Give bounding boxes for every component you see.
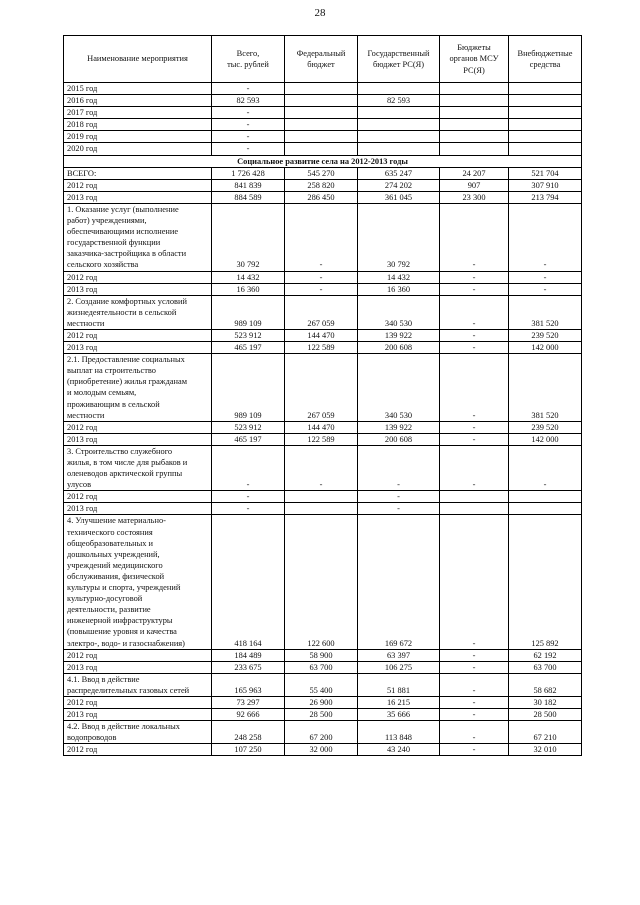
cell-state: 16 360 xyxy=(358,283,440,295)
cell-name: 2012 год xyxy=(64,179,212,191)
cell-name: 2012 год xyxy=(64,491,212,503)
cell-msu: 907 xyxy=(440,179,509,191)
table-row xyxy=(64,354,582,422)
cell-name: 2012 год xyxy=(64,271,212,283)
cell-federal: - xyxy=(285,283,358,295)
cell-extra xyxy=(509,131,582,143)
cell-msu: - xyxy=(440,649,509,661)
cell-name: 2.1. Предоставление социальных выплат на строительство (приобретение) жилья гражданам и молодым семьям, проживающим в сельской местности xyxy=(64,354,212,422)
cell-state xyxy=(358,131,440,143)
cell-total: 233 675 xyxy=(212,661,285,673)
cell-extra: 28 500 xyxy=(509,709,582,721)
cell-extra: 125 892 xyxy=(509,515,582,649)
cell-name: 2013 год xyxy=(64,342,212,354)
header-total: Всего, тыс. рублей xyxy=(212,36,285,83)
cell-federal: 286 450 xyxy=(285,191,358,203)
table-row xyxy=(64,491,582,503)
cell-total: - xyxy=(212,107,285,119)
cell-total: 465 197 xyxy=(212,342,285,354)
table-row xyxy=(64,515,582,649)
cell-state xyxy=(358,119,440,131)
cell-msu: - xyxy=(440,295,509,329)
cell-msu xyxy=(440,491,509,503)
table-row xyxy=(64,283,582,295)
cell-msu: - xyxy=(440,709,509,721)
cell-state: 200 608 xyxy=(358,342,440,354)
cell-federal xyxy=(285,143,358,155)
cell-name: 4. Улучшение материально- технического состояния общеобразовательных и дошкольных учреждений, учреждений медицинского обслуживания, физической культуры и спорта, учреждений культурно-досуговой деятельности, развитие инженерной инфраструктуры (повышение уровня и качества электро-, водо- и газоснабжения) xyxy=(64,515,212,649)
cell-federal xyxy=(285,503,358,515)
table-row xyxy=(64,421,582,433)
cell-extra: 32 010 xyxy=(509,744,582,756)
cell-extra: 30 182 xyxy=(509,696,582,708)
cell-msu: - xyxy=(440,271,509,283)
cell-total: 989 109 xyxy=(212,354,285,422)
cell-federal: 144 470 xyxy=(285,329,358,341)
cell-extra: - xyxy=(509,445,582,490)
cell-state: 169 672 xyxy=(358,515,440,649)
cell-total: 989 109 xyxy=(212,295,285,329)
cell-name: 4.2. Ввод в действие локальных водопроводов xyxy=(64,721,212,744)
cell-total: 92 666 xyxy=(212,709,285,721)
cell-extra: 381 520 xyxy=(509,295,582,329)
cell-msu: - xyxy=(440,203,509,271)
header-state: Государственный бюджет РС(Я) xyxy=(358,36,440,83)
header-name: Наименование мероприятия xyxy=(64,36,212,83)
table-header-row xyxy=(64,36,582,83)
cell-total: 523 912 xyxy=(212,421,285,433)
cell-total: - xyxy=(212,143,285,155)
cell-total: 73 297 xyxy=(212,696,285,708)
cell-state: 43 240 xyxy=(358,744,440,756)
cell-total: 248 258 xyxy=(212,721,285,744)
cell-state: - xyxy=(358,445,440,490)
cell-total: - xyxy=(212,491,285,503)
cell-state: 635 247 xyxy=(358,167,440,179)
cell-state xyxy=(358,107,440,119)
cell-state: 340 530 xyxy=(358,295,440,329)
budget-table xyxy=(63,35,582,756)
cell-name: 2013 год xyxy=(64,283,212,295)
table-row xyxy=(64,295,582,329)
cell-federal: 122 589 xyxy=(285,342,358,354)
cell-msu xyxy=(440,503,509,515)
cell-federal: 267 059 xyxy=(285,295,358,329)
cell-extra: 239 520 xyxy=(509,329,582,341)
cell-msu: - xyxy=(440,445,509,490)
cell-msu: 24 207 xyxy=(440,167,509,179)
cell-federal: 258 820 xyxy=(285,179,358,191)
cell-total: 82 593 xyxy=(212,95,285,107)
cell-total: - xyxy=(212,83,285,95)
cell-name: 2012 год xyxy=(64,744,212,756)
cell-extra xyxy=(509,107,582,119)
header-msu: Бюджеты органов МСУ РС(Я) xyxy=(440,36,509,83)
cell-name: 2016 год xyxy=(64,95,212,107)
table-body xyxy=(64,83,582,756)
cell-extra: 62 192 xyxy=(509,649,582,661)
cell-federal xyxy=(285,107,358,119)
cell-federal xyxy=(285,83,358,95)
cell-name: 2012 год xyxy=(64,329,212,341)
table-row xyxy=(64,433,582,445)
cell-msu: - xyxy=(440,329,509,341)
cell-extra xyxy=(509,95,582,107)
cell-extra: 63 700 xyxy=(509,661,582,673)
cell-total: - xyxy=(212,503,285,515)
cell-total: 30 792 xyxy=(212,203,285,271)
cell-msu: - xyxy=(440,721,509,744)
table-row xyxy=(64,329,582,341)
cell-federal: 55 400 xyxy=(285,673,358,696)
cell-state: 14 432 xyxy=(358,271,440,283)
cell-federal: 58 900 xyxy=(285,649,358,661)
cell-msu xyxy=(440,131,509,143)
cell-total: 841 839 xyxy=(212,179,285,191)
table-row xyxy=(64,709,582,721)
cell-federal xyxy=(285,491,358,503)
cell-total: - xyxy=(212,445,285,490)
cell-state: 106 275 xyxy=(358,661,440,673)
table-row xyxy=(64,342,582,354)
table-row xyxy=(64,445,582,490)
cell-msu: - xyxy=(440,342,509,354)
cell-name: 3. Строительство служебного жилья, в том числе для рыбаков и оленеводов арктической группы улусов xyxy=(64,445,212,490)
cell-federal: 122 589 xyxy=(285,433,358,445)
cell-extra: - xyxy=(509,271,582,283)
table-row xyxy=(64,167,582,179)
cell-msu xyxy=(440,95,509,107)
section-title: Социальное развитие села на 2012-2013 годы xyxy=(64,155,582,167)
table-row xyxy=(64,721,582,744)
cell-state: - xyxy=(358,503,440,515)
cell-msu: 23 300 xyxy=(440,191,509,203)
cell-name: ВСЕГО: xyxy=(64,167,212,179)
cell-msu: - xyxy=(440,515,509,649)
table-row xyxy=(64,649,582,661)
table-row xyxy=(64,131,582,143)
header-extra: Внебюджетные средства xyxy=(509,36,582,83)
cell-msu: - xyxy=(440,744,509,756)
cell-msu: - xyxy=(440,421,509,433)
cell-name: 2018 год xyxy=(64,119,212,131)
cell-msu: - xyxy=(440,354,509,422)
cell-total: 523 912 xyxy=(212,329,285,341)
cell-extra: - xyxy=(509,203,582,271)
table-row xyxy=(64,661,582,673)
table-row xyxy=(64,696,582,708)
page-number: 28 xyxy=(314,7,326,19)
table-row xyxy=(64,673,582,696)
table-row xyxy=(64,143,582,155)
cell-name: 2019 год xyxy=(64,131,212,143)
cell-name: 2013 год xyxy=(64,503,212,515)
cell-name: 2013 год xyxy=(64,709,212,721)
cell-name: 2012 год xyxy=(64,649,212,661)
cell-state: 35 666 xyxy=(358,709,440,721)
cell-name: 1. Оказание услуг (выполнение работ) учреждениями, обеспечивающими исполнение государственной функции заказчика-застройщика в области сельского хозяйства xyxy=(64,203,212,271)
cell-msu xyxy=(440,119,509,131)
cell-state: 51 881 xyxy=(358,673,440,696)
cell-total: 165 963 xyxy=(212,673,285,696)
cell-federal: 144 470 xyxy=(285,421,358,433)
cell-name: 2012 год xyxy=(64,696,212,708)
cell-extra: 142 000 xyxy=(509,433,582,445)
cell-msu: - xyxy=(440,283,509,295)
cell-state: 139 922 xyxy=(358,421,440,433)
cell-state: 200 608 xyxy=(358,433,440,445)
section-header-row xyxy=(64,155,582,167)
cell-state xyxy=(358,83,440,95)
cell-name: 2020 год xyxy=(64,143,212,155)
cell-extra xyxy=(509,503,582,515)
cell-name: 2013 год xyxy=(64,191,212,203)
cell-extra: 67 210 xyxy=(509,721,582,744)
header-federal: Федеральный бюджет xyxy=(285,36,358,83)
cell-msu xyxy=(440,107,509,119)
table-row xyxy=(64,191,582,203)
cell-federal xyxy=(285,131,358,143)
cell-federal: 267 059 xyxy=(285,354,358,422)
cell-federal: - xyxy=(285,203,358,271)
cell-msu: - xyxy=(440,696,509,708)
cell-name: 2013 год xyxy=(64,433,212,445)
cell-msu: - xyxy=(440,673,509,696)
cell-total: 16 360 xyxy=(212,283,285,295)
cell-state: 139 922 xyxy=(358,329,440,341)
cell-federal: 63 700 xyxy=(285,661,358,673)
cell-extra: 239 520 xyxy=(509,421,582,433)
cell-total: 107 250 xyxy=(212,744,285,756)
cell-state: - xyxy=(358,491,440,503)
cell-state: 82 593 xyxy=(358,95,440,107)
cell-extra xyxy=(509,143,582,155)
table-row xyxy=(64,271,582,283)
cell-extra: - xyxy=(509,283,582,295)
table-row xyxy=(64,119,582,131)
cell-total: 465 197 xyxy=(212,433,285,445)
cell-name: 4.1. Ввод в действие распределительных газовых сетей xyxy=(64,673,212,696)
cell-state: 361 045 xyxy=(358,191,440,203)
cell-total: 884 589 xyxy=(212,191,285,203)
cell-total: - xyxy=(212,119,285,131)
table-row xyxy=(64,107,582,119)
cell-state: 113 848 xyxy=(358,721,440,744)
cell-extra: 213 794 xyxy=(509,191,582,203)
table-row xyxy=(64,744,582,756)
cell-federal: 28 500 xyxy=(285,709,358,721)
cell-state: 274 202 xyxy=(358,179,440,191)
cell-state: 30 792 xyxy=(358,203,440,271)
cell-extra xyxy=(509,83,582,95)
cell-federal xyxy=(285,119,358,131)
cell-extra: 307 910 xyxy=(509,179,582,191)
cell-total: 184 489 xyxy=(212,649,285,661)
cell-name: 2012 год xyxy=(64,421,212,433)
cell-msu xyxy=(440,83,509,95)
cell-name: 2017 год xyxy=(64,107,212,119)
cell-state xyxy=(358,143,440,155)
cell-total: 1 726 428 xyxy=(212,167,285,179)
cell-extra: 381 520 xyxy=(509,354,582,422)
cell-extra: 142 000 xyxy=(509,342,582,354)
cell-state: 16 215 xyxy=(358,696,440,708)
cell-name: 2013 год xyxy=(64,661,212,673)
table-row xyxy=(64,203,582,271)
cell-federal: 545 270 xyxy=(285,167,358,179)
cell-total: 418 164 xyxy=(212,515,285,649)
cell-extra xyxy=(509,491,582,503)
cell-total: 14 432 xyxy=(212,271,285,283)
cell-total: - xyxy=(212,131,285,143)
cell-federal: 67 200 xyxy=(285,721,358,744)
table-row xyxy=(64,179,582,191)
cell-name: 2015 год xyxy=(64,83,212,95)
table-row xyxy=(64,503,582,515)
cell-federal: 122 600 xyxy=(285,515,358,649)
cell-federal: 26 900 xyxy=(285,696,358,708)
table-row xyxy=(64,83,582,95)
cell-extra: 521 704 xyxy=(509,167,582,179)
cell-federal xyxy=(285,95,358,107)
table-row xyxy=(64,95,582,107)
cell-name: 2. Создание комфортных условий жизнедеятельности в сельской местности xyxy=(64,295,212,329)
cell-msu xyxy=(440,143,509,155)
cell-state: 340 530 xyxy=(358,354,440,422)
cell-extra: 58 682 xyxy=(509,673,582,696)
cell-federal: 32 000 xyxy=(285,744,358,756)
cell-msu: - xyxy=(440,433,509,445)
cell-federal: - xyxy=(285,271,358,283)
cell-extra xyxy=(509,119,582,131)
cell-federal: - xyxy=(285,445,358,490)
cell-state: 63 397 xyxy=(358,649,440,661)
cell-msu: - xyxy=(440,661,509,673)
